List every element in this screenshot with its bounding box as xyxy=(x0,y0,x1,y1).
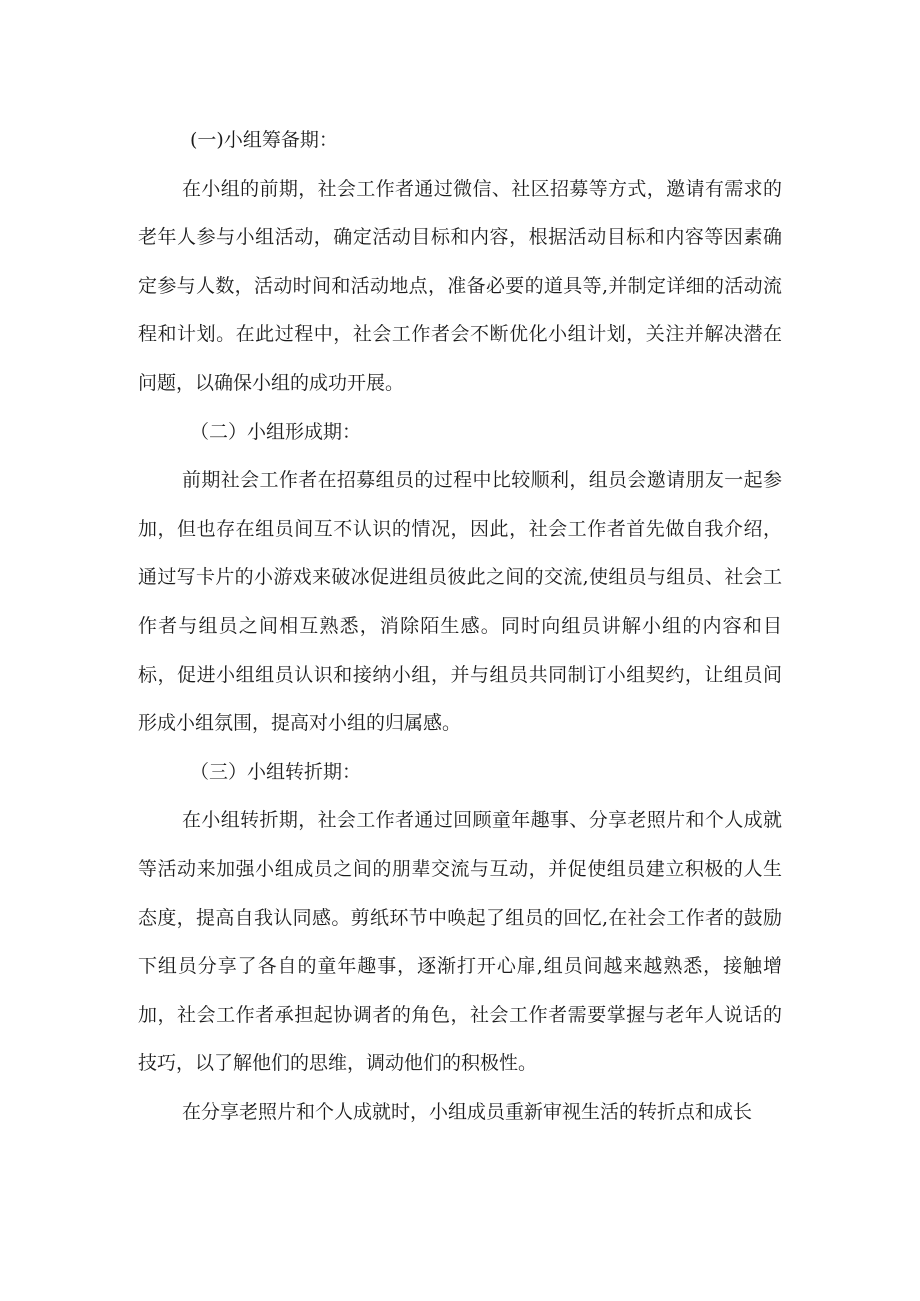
paragraph-transition-continued: 在分享老照片和个人成就时，小组成员重新审视生活的转折点和成长 xyxy=(182,1100,753,1123)
section-heading-transition: （三）小组转折期： xyxy=(190,760,362,783)
paragraph-formation: 前期社会工作者在招募组员的过程中比较顺利，组员会邀请朋友一起参加，但也存在组员间互不认识的情况，因此，社会工作者首先做自我介绍，通过写卡片的小游戏来破冰促进组员彼此之间的交流,使组员与组员、社会工作者与组员之间相互熟悉，消除陌生感。同时向组员讲解小组的内容和目标，促进小组组员认识和接纳小组，并与组员共同制订小组契约，让组员间形成小组氛围，提高对小组的归属感。 xyxy=(138,469,782,735)
paragraph-transition: 在小组转折期，社会工作者通过回顾童年趣事、分享老照片和个人成就等活动来加强小组成员之间的朋辈交流与互动，并促使组员建立积极的人生态度，提高自我认同感。剪纸环节中唤起了组员的回忆,在社会工作者的鼓励下组员分享了各自的童年趣事，逐渐打开心扉,组员间越来越熟悉，接触增加，社会工作者承担起协调者的角色，社会工作者需要掌握与老年人说话的技巧，以了解他们的思维，调动他们的积极性。 xyxy=(138,809,782,1075)
section-heading-preparation: (一)小组筹备期： xyxy=(190,129,338,151)
section-heading-formation: （二）小组形成期： xyxy=(190,420,362,443)
paragraph-preparation: 在小组的前期，社会工作者通过微信、社区招募等方式，邀请有需求的老年人参与小组活动，确定活动目标和内容，根据活动目标和内容等因素确定参与人数，活动时间和活动地点，准备必要的道具等,并制定详细的活动流程和计划。在此过程中，社会工作者会不断优化小组计划，关注并解决潜在问题，以确保小组的成功开展。 xyxy=(138,177,782,394)
document-body xyxy=(138,116,782,1136)
